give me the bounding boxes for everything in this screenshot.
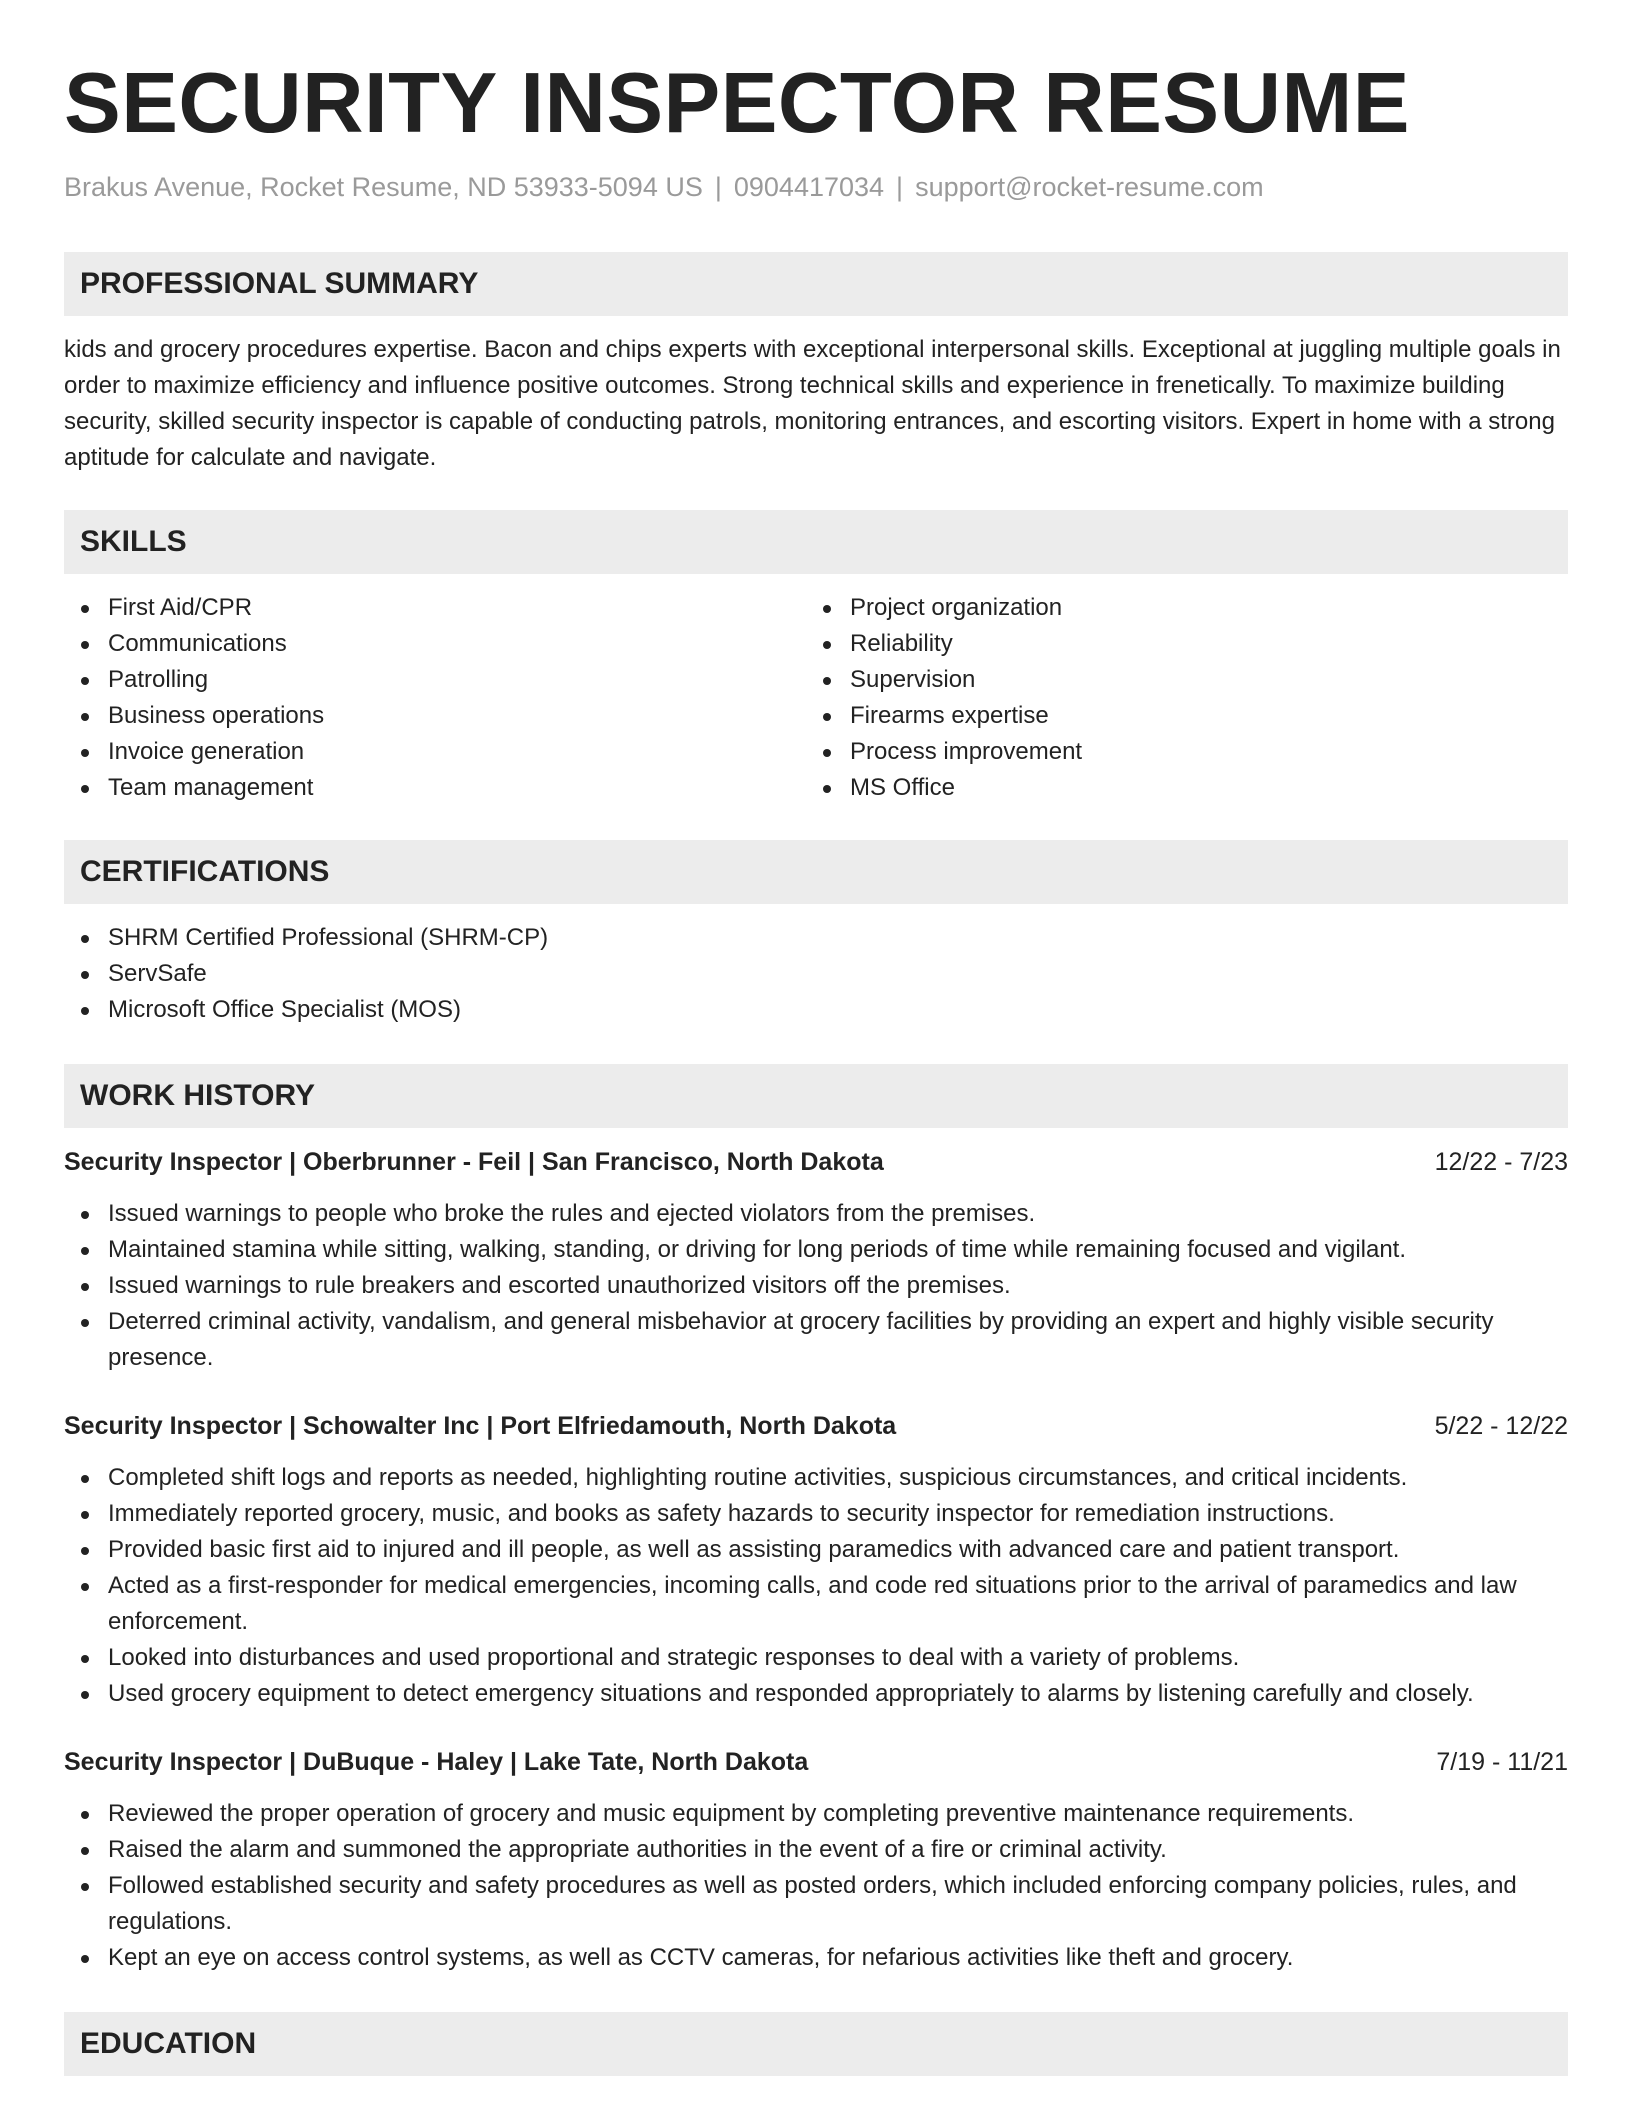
contact-address: Brakus Avenue, Rocket Resume, ND 53933-5094 US (64, 172, 703, 202)
certification-item: Microsoft Office Specialist (MOS) (64, 992, 1568, 1028)
job-bullet: Provided basic first aid to injured and ill people, as well as assisting paramedics with advanced care and patient transport. (64, 1532, 1568, 1568)
job-bullet: Issued warnings to people who broke the rules and ejected violators from the premises. (64, 1196, 1568, 1232)
section-heading-skills: SKILLS (64, 510, 1568, 574)
skill-item: MS Office (806, 770, 1548, 806)
summary-text: kids and grocery procedures expertise. Bacon and chips experts with exceptional interpersonal skills. Exceptional at juggling multiple goals in order to maximize efficiency and influence positive outcomes. Strong technical skills and experience in frenetically. To maximize building security, skilled security inspector is capable of conducting patrols, monitoring entrances, and escorting visitors. Expert in home with a strong aptitude for calculate and navigate. (64, 336, 1561, 471)
section-heading-education: EDUCATION (64, 2012, 1568, 2076)
resume-page (64, 0, 1568, 2076)
job-entry (64, 1408, 1568, 1712)
job-bullet: Used grocery equipment to detect emergency situations and responded appropriately to alarms by listening carefully and closely. (64, 1676, 1568, 1712)
job-entry (64, 1144, 1568, 1376)
section-heading-work-history: WORK HISTORY (64, 1064, 1568, 1128)
contact-separator: | (714, 172, 722, 202)
certification-item: ServSafe (64, 956, 1568, 992)
job-title: Security Inspector | DuBuque - Haley | Lake Tate, North Dakota (64, 1748, 809, 1776)
job-bullet: Issued warnings to rule breakers and escorted unauthorized visitors off the premises. (64, 1268, 1568, 1304)
certifications-list (64, 920, 1568, 1028)
job-bullet: Immediately reported grocery, music, and books as safety hazards to security inspector for remediation instructions. (64, 1496, 1568, 1532)
job-bullets (64, 1460, 1568, 1712)
job-entry (64, 1744, 1568, 1976)
section-heading-summary: PROFESSIONAL SUMMARY (64, 252, 1568, 316)
skill-item: Project organization (806, 590, 1548, 626)
contact-phone: 0904417034 (733, 172, 885, 202)
job-bullet: Reviewed the proper operation of grocery and music equipment by completing preventive maintenance requirements. (64, 1796, 1568, 1832)
job-bullet: Kept an eye on access control systems, as well as CCTV cameras, for nefarious activities like theft and grocery. (64, 1940, 1568, 1976)
job-bullets (64, 1796, 1568, 1976)
skill-item: Process improvement (806, 734, 1548, 770)
contact-email: support@rocket-resume.com (915, 172, 1264, 202)
skill-item: Team management (64, 770, 806, 806)
job-header (64, 1144, 1568, 1180)
job-bullet: Looked into disturbances and used proportional and strategic responses to deal with a variety of problems. (64, 1640, 1568, 1676)
job-dates: 12/22 - 7/23 (1434, 1148, 1568, 1176)
job-bullet: Followed established security and safety procedures as well as posted orders, which included enforcing company policies, rules, and regulations. (64, 1868, 1568, 1940)
contact-line (64, 170, 1568, 204)
section-heading-certifications: CERTIFICATIONS (64, 840, 1568, 904)
job-header (64, 1408, 1568, 1444)
skills-grid (64, 590, 1568, 806)
job-dates: 5/22 - 12/22 (1434, 1412, 1568, 1440)
job-bullet: Raised the alarm and summoned the appropriate authorities in the event of a fire or criminal activity. (64, 1832, 1568, 1868)
job-dates: 7/19 - 11/21 (1436, 1748, 1568, 1776)
job-bullet: Deterred criminal activity, vandalism, and general misbehavior at grocery facilities by providing an expert and highly visible security presence. (64, 1304, 1568, 1376)
resume-title: SECURITY INSPECTOR RESUME (64, 56, 1410, 151)
job-title: Security Inspector | Schowalter Inc | Port Elfriedamouth, North Dakota (64, 1412, 897, 1440)
skill-item: Invoice generation (64, 734, 806, 770)
job-bullet: Maintained stamina while sitting, walking, standing, or driving for long periods of time while remaining focused and vigilant. (64, 1232, 1568, 1268)
skill-item: Reliability (806, 626, 1548, 662)
skill-item: Patrolling (64, 662, 806, 698)
skill-item: First Aid/CPR (64, 590, 806, 626)
job-bullet: Acted as a first-responder for medical emergencies, incoming calls, and code red situations prior to the arrival of paramedics and law enforcement. (64, 1568, 1568, 1640)
job-header (64, 1744, 1568, 1780)
job-title: Security Inspector | Oberbrunner - Feil | San Francisco, North Dakota (64, 1148, 884, 1176)
skills-list-left (64, 590, 806, 806)
skill-item: Communications (64, 626, 806, 662)
certification-item: SHRM Certified Professional (SHRM-CP) (64, 920, 1568, 956)
job-bullets (64, 1196, 1568, 1376)
skills-list-right (806, 590, 1548, 806)
contact-separator: | (896, 172, 904, 202)
skill-item: Business operations (64, 698, 806, 734)
job-bullet: Completed shift logs and reports as needed, highlighting routine activities, suspicious circumstances, and critical incidents. (64, 1460, 1568, 1496)
skill-item: Firearms expertise (806, 698, 1548, 734)
skill-item: Supervision (806, 662, 1548, 698)
